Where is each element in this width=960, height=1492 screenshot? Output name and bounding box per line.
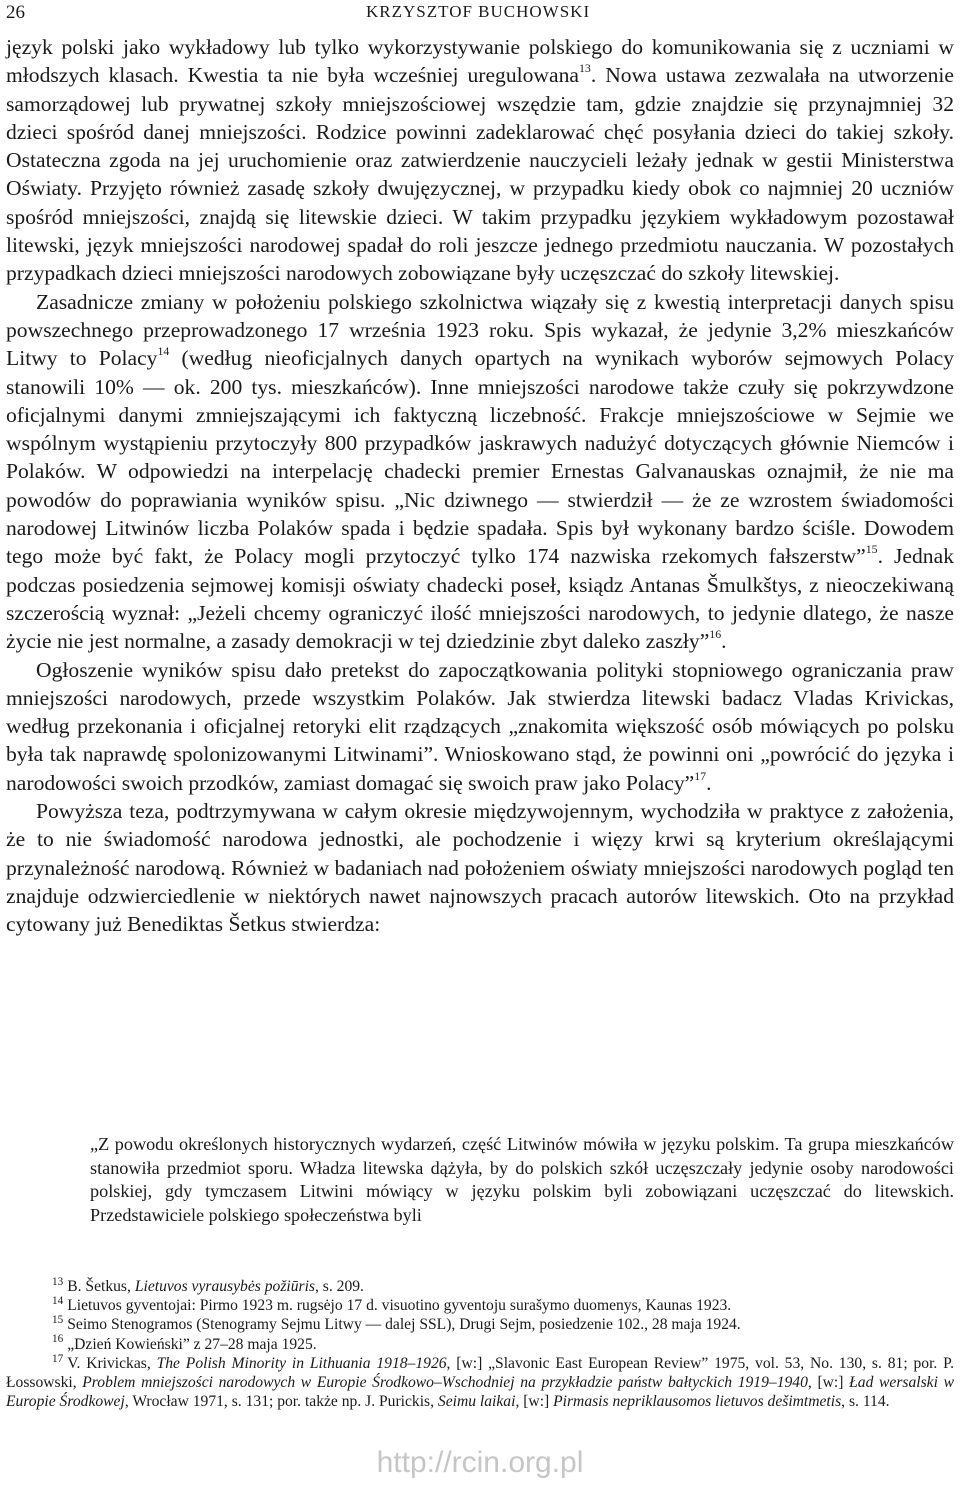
footnotes bbox=[6, 1277, 954, 1411]
footnote-ref-14: 14 bbox=[157, 344, 170, 359]
footnote-text: Seimo Stenogramos (Stenogramy Sejmu Litwy — dalej SSL), Drugi Sejm, posiedzenie 102., 28 maja 1924. bbox=[67, 1316, 741, 1334]
watermark-url: http://rcin.org.pl bbox=[376, 1446, 584, 1479]
footnote-title: Problem mniejszości narodowych w Europie Środkowo–Wschodniej na przykładzie państw bałtyckich 1919–1940 bbox=[82, 1374, 808, 1392]
paragraph-2 bbox=[6, 288, 954, 656]
paragraph-text: . Nowa ustawa zezwalała na utworzenie samorządowej lub prywatnej szkoły mniejszościowej wszędzie tam, gdzie znajdzie się przynajmniej 32 dzieci spośród danej mniejszości. Rodzice powinni zadeklarować chęć posyłania dzieci do takiej szkoły. Ostateczna zgoda na jej uruchomienie oraz zatwierdzenie nauczycieli leżały jednak w gestii Ministerstwa Oświaty. Przyjęto również zasadę szkoły dwujęzycznej, w przypadku kiedy obok co najmniej 20 uczniów spośród mniejszości, znajdą się litewskie dzieci. W takim przypadku językiem wykładowym pozostawał litewski, język mniejszości narodowej spadał do roli jeszcze jednego przedmiotu nauczania. W pozostałych przypadkach dzieci mniejszości narodowych zobowiązane były uczęszczać do szkoły litewskiej. bbox=[6, 63, 954, 286]
footnote-text: , [w:] bbox=[515, 1393, 554, 1411]
footnote-14 bbox=[6, 1296, 954, 1315]
paragraph-text: Zasadnicze zmiany w położeniu polskiego szkolnictwa wiązały się z kwestią interpretacji danych spisu powszechnego przeprowadzonego 17 września 1923 roku. Spis wykazał, że jedynie 3,2% mieszkańców Litwy to Polacy bbox=[6, 289, 954, 371]
footnote-15 bbox=[6, 1315, 954, 1334]
footnote-text: , s. 114. bbox=[841, 1393, 890, 1411]
footnote-number: 16 bbox=[52, 1333, 64, 1346]
footnote-text: „Dzień Kowieński” z 27–28 maja 1925. bbox=[67, 1335, 317, 1353]
footnote-number: 15 bbox=[52, 1314, 64, 1327]
block-quote: „Z powodu określonych historycznych wydarzeń, część Litwinów mówiła w języku polskim. Ta grupa mieszkańców stanowiła przedmiot sporu. Władza litewska dążyła, by do polskich szkół uczęszczały jedynie osoby narodowości polskiej, gdy tymczasem Litwini mówiący w języku polskim byli zobowiązani uczęszczać do litewskich. Przedstawiciele polskiego społeczeństwa byli bbox=[90, 1134, 954, 1225]
paragraph-text: . Jednak podczas posiedzenia sejmowej komisji oświaty chadecki poseł, ksiądz Antanas Šmulkštys, z nieoczekiwaną szczerością wyznał: „Jeżeli chcemy ograniczyć ilość mniejszości narodowych, to jedynie dlatego, że nasze życie nie jest normalne, a zasady demokracji w tej dziedzinie zbyt daleko zaszły” bbox=[6, 544, 954, 654]
footnote-number: 14 bbox=[52, 1295, 64, 1308]
paragraph-text: Ogłoszenie wyników spisu dało pretekst do zapoczątkowania polityki stopniowego ograniczania praw mniejszości narodowych, przede wszystkim Polaków. Jak stwierdza litewski badacz Vladas Krivickas, według przekonania i oficjalnej retoryki elit rządzących „znakomita większość osób mówiących po polsku była tak naprawdę spolonizowanymi Litwinami”. Wnioskowano stąd, że powinni oni „powrócić do języka i narodowości swoich przodków, zamiast domagać się swoich praw jako Polacy” bbox=[6, 657, 954, 795]
footnote-title: Ład wersalski w Europie Środkowej bbox=[6, 1374, 954, 1411]
paragraph-text: . bbox=[706, 770, 712, 795]
footnote-ref-16: 16 bbox=[709, 627, 722, 642]
footnote-text: , [w:] „Slavonic East European Review” 1975, vol. 53, No. 130, s. 81; por. P. Łossowski, bbox=[6, 1354, 955, 1392]
footnote-title: Lietuvos vyrausybės požiūris bbox=[134, 1278, 315, 1295]
footnote-number: 13 bbox=[52, 1275, 64, 1288]
page-number: 26 bbox=[6, 2, 25, 23]
paragraph-4: Powyższa teza, podtrzymywana w całym okresie międzywojennym, wychodziła w praktyce z założenia, że to nie świadomość narodowa jednostki, ale pochodzenie i więzy krwi są kryterium określającymi przynależność narodową. Również w badaniach nad położeniem oświaty mniejszości narodowych pogląd ten znajduje odzwierciedlenie w niektórych nawet najnowszych pracach autorów litewskich. Oto na przykład cytowany już Benediktas Šetkus stwierdza: bbox=[6, 799, 954, 937]
footnote-ref-17: 17 bbox=[694, 768, 707, 783]
footnote-title: Seimu laikai bbox=[437, 1393, 516, 1411]
footnote-text: , Wrocław 1971, s. 131; por. także np. J. Purickis, bbox=[124, 1393, 438, 1411]
paragraph-1 bbox=[6, 33, 954, 288]
footnote-16 bbox=[6, 1335, 954, 1354]
footnote-text: Lietuvos gyventojai: Pirmo 1923 m. rugsėjo 17 d. visuotino gyventoju surašymo duomenys, Kaunas 1923. bbox=[67, 1297, 732, 1315]
footnote-ref-15: 15 bbox=[865, 542, 878, 557]
footnote-13 bbox=[6, 1277, 954, 1296]
footnote-text: , s. 209. bbox=[315, 1278, 364, 1295]
footnote-17 bbox=[6, 1354, 954, 1412]
paragraph-3 bbox=[6, 656, 954, 797]
main-text bbox=[6, 33, 954, 939]
running-head: KRZYSZTOF BUCHOWSKI bbox=[366, 2, 591, 21]
footnote-title: The Polish Minority in Lithuania 1918–1926 bbox=[156, 1354, 447, 1372]
footnote-text: V. Krivickas, bbox=[67, 1354, 157, 1372]
footnote-number: 17 bbox=[52, 1352, 64, 1365]
footnote-title: Pirmasis nepriklausomos lietuvos dešimtmetis bbox=[553, 1393, 842, 1411]
paragraph-text: język polski jako wykładowy lub tylko wykorzystywanie polskiego do komunikowania się z uczniami w młodszych klasach. Kwestia ta nie była wcześniej uregulowana bbox=[6, 35, 954, 88]
page-header bbox=[6, 2, 954, 24]
footnote-text: B. Šetkus, bbox=[67, 1278, 135, 1295]
footnote-ref-13: 13 bbox=[578, 61, 591, 76]
paragraph-text: . bbox=[721, 629, 727, 654]
footnote-text: , [w:] bbox=[807, 1374, 850, 1392]
paragraph-text: (według nieoficjalnych danych opartych na wynikach wyborów sejmowych Polacy stanowili 10% — ok. 200 tys. mieszkańców). Inne mniejszości narodowe także czuły się pokrzywdzone oficjalnymi danymi zmniejszającymi ich faktyczną liczebność. Frakcje mniejszościowe w Sejmie we wspólnym wystąpieniu przytoczyły 800 przypadków jaskrawych nadużyć dotyczących głównie Niemców i Polaków. W odpowiedzi na interpelację chadecki premier Ernestas Galvanauskas oznajmił, że nie ma powodów do poprawiania wyników spisu. „Nic dziwnego — stwierdził — że ze wzrostem świadomości narodowej Litwinów liczba Polaków spada i będzie spadała. Spis był wykonany bardzo ściśle. Dowodem tego może być fakt, że Polacy mogli przytoczyć tylko 174 nazwiska rzekomych fałszerstw” bbox=[6, 346, 955, 569]
